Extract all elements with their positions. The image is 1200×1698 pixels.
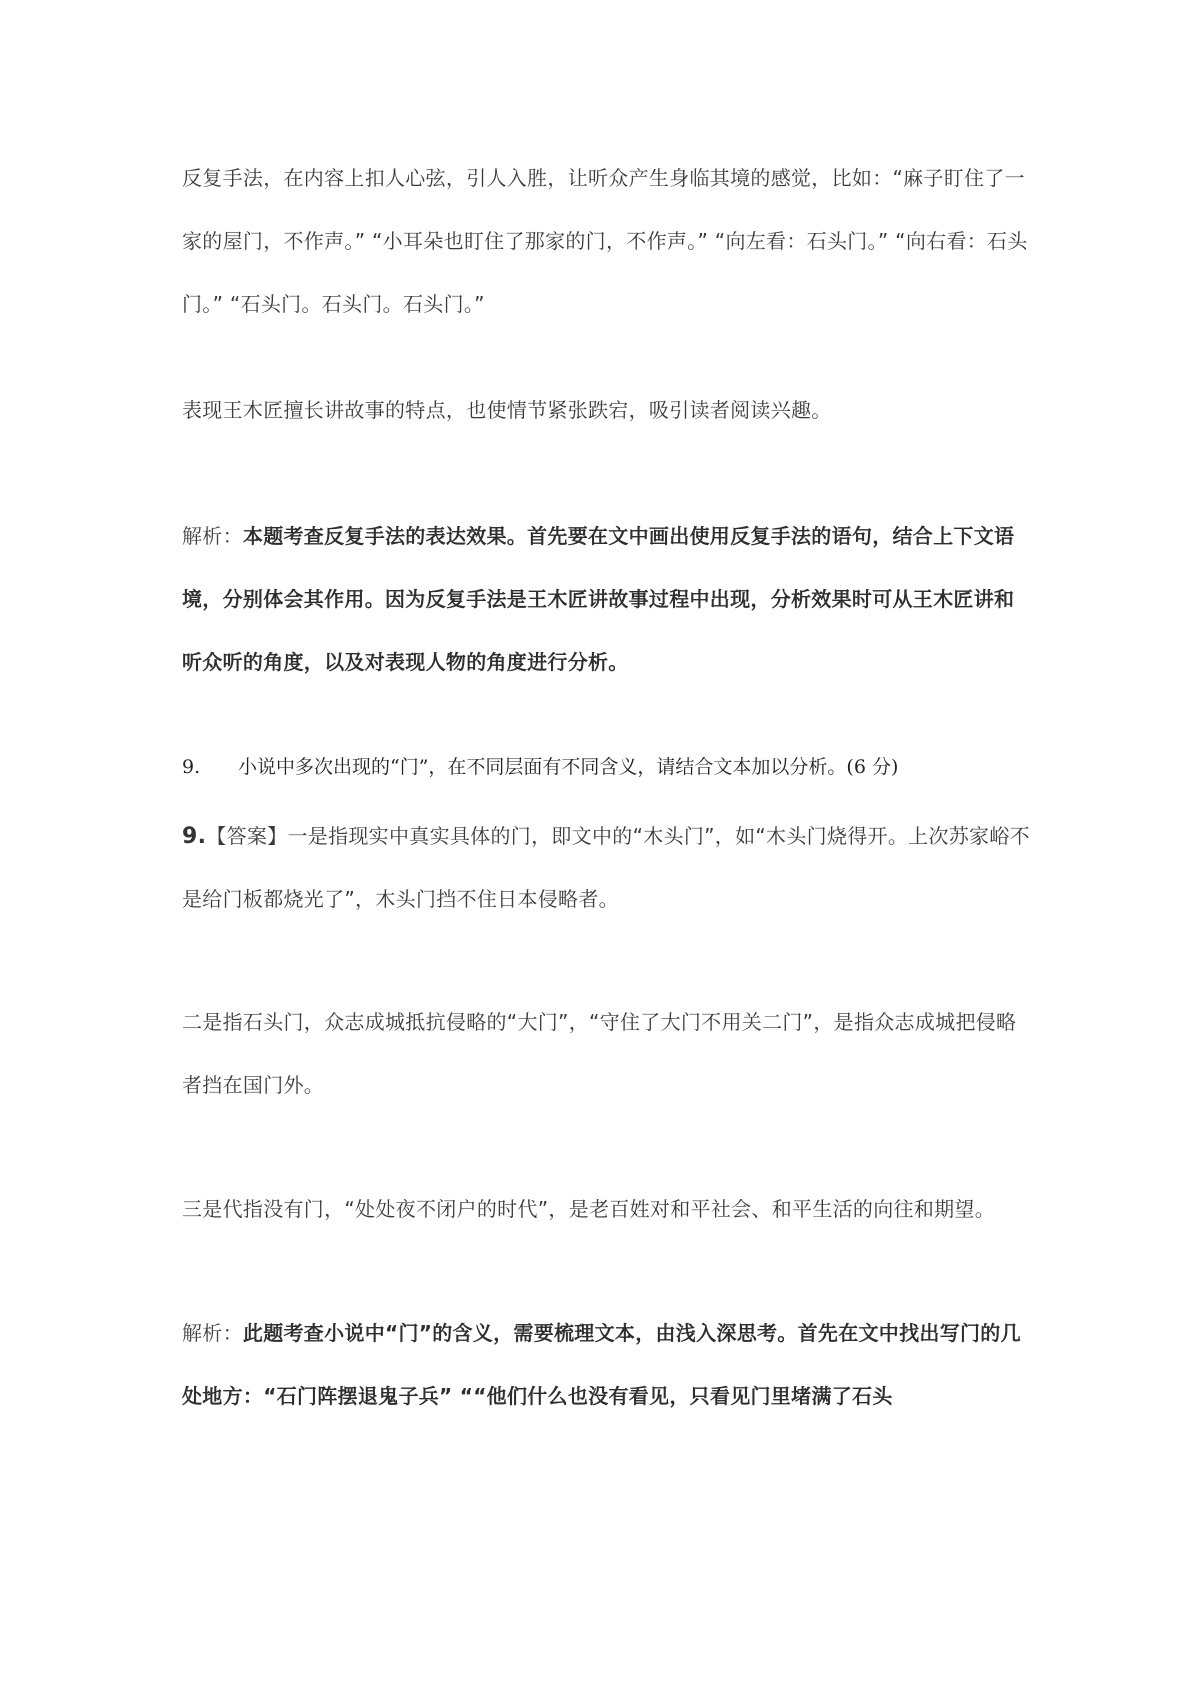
question-text: 小说中多次出现的“门”，在不同层面有不同含义，请结合文本加以分析。(6 分) [238,756,899,778]
answer-tag: 【答案】 [206,824,288,848]
analysis-label: 解析： [182,524,243,548]
question-number: 9. [182,756,201,778]
paragraph-repetition-examples [182,147,1032,336]
answer-text: 一是指现实中真实具体的门，即文中的“木头门”，如“木头门烧得开。上次苏家峪不是给门板都烧光了”，木头门挡不住日本侵略者。 [182,824,1030,911]
analysis-text: 本题考查反复手法的表达效果。首先要在文中画出使用反复手法的语句，结合上下文语境，分别体会其作用。因为反复手法是王木匠讲故事过程中出现，分析效果时可从王木匠讲和听众听的角度，以及对表现人物的角度进行分析。 [182,524,1015,674]
analysis-label: 解析： [182,1321,243,1345]
question-9 [182,751,1032,783]
answer-9-paragraph [182,805,1032,931]
paragraph-text: 表现王木匠擅长讲故事的特点，也使情节紧张跌宕，吸引读者阅读兴趣。 [182,398,832,422]
analysis-text: 此题考查小说中“门”的含义，需要梳理文本，由浅入深思考。首先在文中找出写门的几处地方：“石门阵摆退鬼子兵” ““他们什么也没有看见，只看见门里堵满了石头 [182,1321,1021,1408]
paragraph-text: 三是代指没有门，“处处夜不闭户的时代”，是老百姓对和平社会、和平生活的向往和期望。 [182,1197,996,1221]
analysis-paragraph-1 [182,505,1032,694]
paragraph-no-door [182,1178,1032,1241]
paragraph-text: 反复手法，在内容上扣人心弦，引人入胜，让听众产生身临其境的感觉，比如：“麻子盯住了一家的屋门，不作声。” “小耳朵也盯住了那家的门，不作声。” “向左看：石头门。” “向右看：石头门。” “石头门。石头门。石头门。” [182,166,1028,316]
paragraph-stone-door [182,991,1032,1117]
answer-number: 9. [182,824,207,849]
paragraph-storytelling-feature [182,379,1032,442]
analysis-paragraph-2 [182,1302,1032,1428]
paragraph-text: 二是指石头门，众志成城抵抗侵略的“大门”，“守住了大门不用关二门”，是指众志成城把侵略者挡在国门外。 [182,1010,1017,1097]
